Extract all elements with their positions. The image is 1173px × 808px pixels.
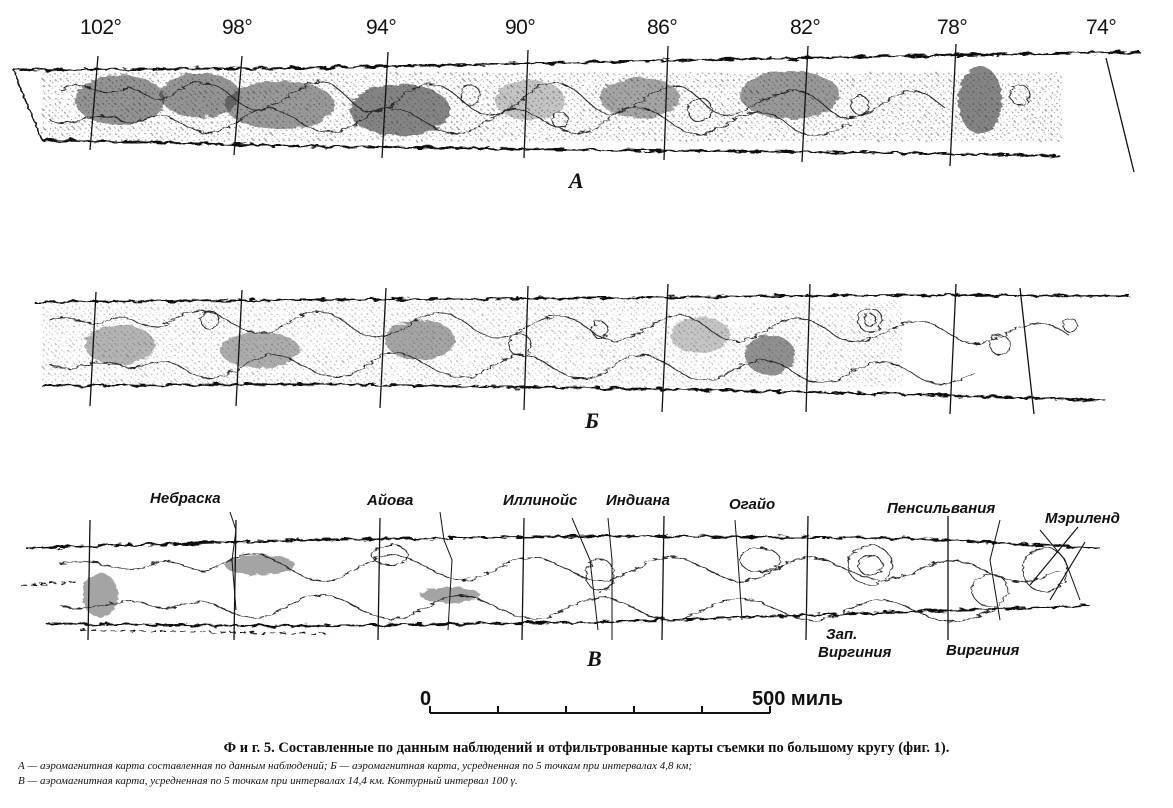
maryland-leader-lines <box>1030 527 1085 600</box>
panel-a-letter: А <box>569 168 584 193</box>
panel-c-meridians <box>88 516 948 640</box>
longitude-label-90: 90° <box>505 16 536 39</box>
longitude-label-102: 102° <box>80 16 122 39</box>
panel-b-bottom-edge <box>42 384 1105 400</box>
state-label-iowa: Айова <box>367 492 414 509</box>
panel-c-letter: В <box>587 646 602 671</box>
panel-a-bottom-edge <box>42 140 1060 156</box>
state-label-indiana: Индиана <box>606 492 671 509</box>
scale-bar <box>430 706 770 713</box>
panel-b-top-edge <box>34 295 1130 302</box>
scale-end-label: 500 миль <box>752 688 844 710</box>
panel-c-map <box>20 536 1100 634</box>
longitude-label-86: 86° <box>647 16 678 39</box>
longitude-label-74: 74° <box>1086 16 1117 39</box>
state-label-west-virginia-line2: Виргиния <box>818 644 892 661</box>
figure-caption-title: Ф и г. 5. Составленные по данным наблюдений и отфильтрованные карты съемки по большому кругу (фиг. 1). <box>223 740 950 756</box>
panel-b-letter: Б <box>585 408 599 433</box>
figure-caption-line-2: В — аэромагнитная карта, усредненная по 5 точкам при интервалах 14,4 км. Контурный интервал 100 γ. <box>18 775 518 787</box>
panel-c-top-edge <box>26 536 1100 548</box>
state-label-virginia: Виргиния <box>946 642 1020 659</box>
scale-start-label: 0 <box>420 688 432 710</box>
panel-a-top-edge <box>14 52 1140 70</box>
figure-caption-line-1: А — аэромагнитная карта составленная по данным наблюдений; Б — аэромагнитная карта, усредненная по 5 точкам при интервалах 4,8 км; <box>18 760 693 772</box>
longitude-label-98: 98° <box>222 16 253 39</box>
state-label-pennsylvania: Пенсильвания <box>887 500 996 517</box>
longitude-label-94: 94° <box>366 16 397 39</box>
state-label-illinois: Иллинойс <box>503 492 578 509</box>
longitude-label-78: 78° <box>937 16 968 39</box>
panel-a-map <box>14 52 1140 156</box>
state-label-maryland: Мэриленд <box>1045 510 1120 527</box>
state-label-nebraska: Небраска <box>150 490 221 507</box>
state-label-ohio: Огайо <box>729 496 776 513</box>
state-label-west-virginia-line1: Зап. <box>826 626 858 643</box>
panel-b-map <box>34 295 1130 400</box>
longitude-label-82: 82° <box>790 16 821 39</box>
panel-c-bottom-edge <box>46 606 1090 626</box>
